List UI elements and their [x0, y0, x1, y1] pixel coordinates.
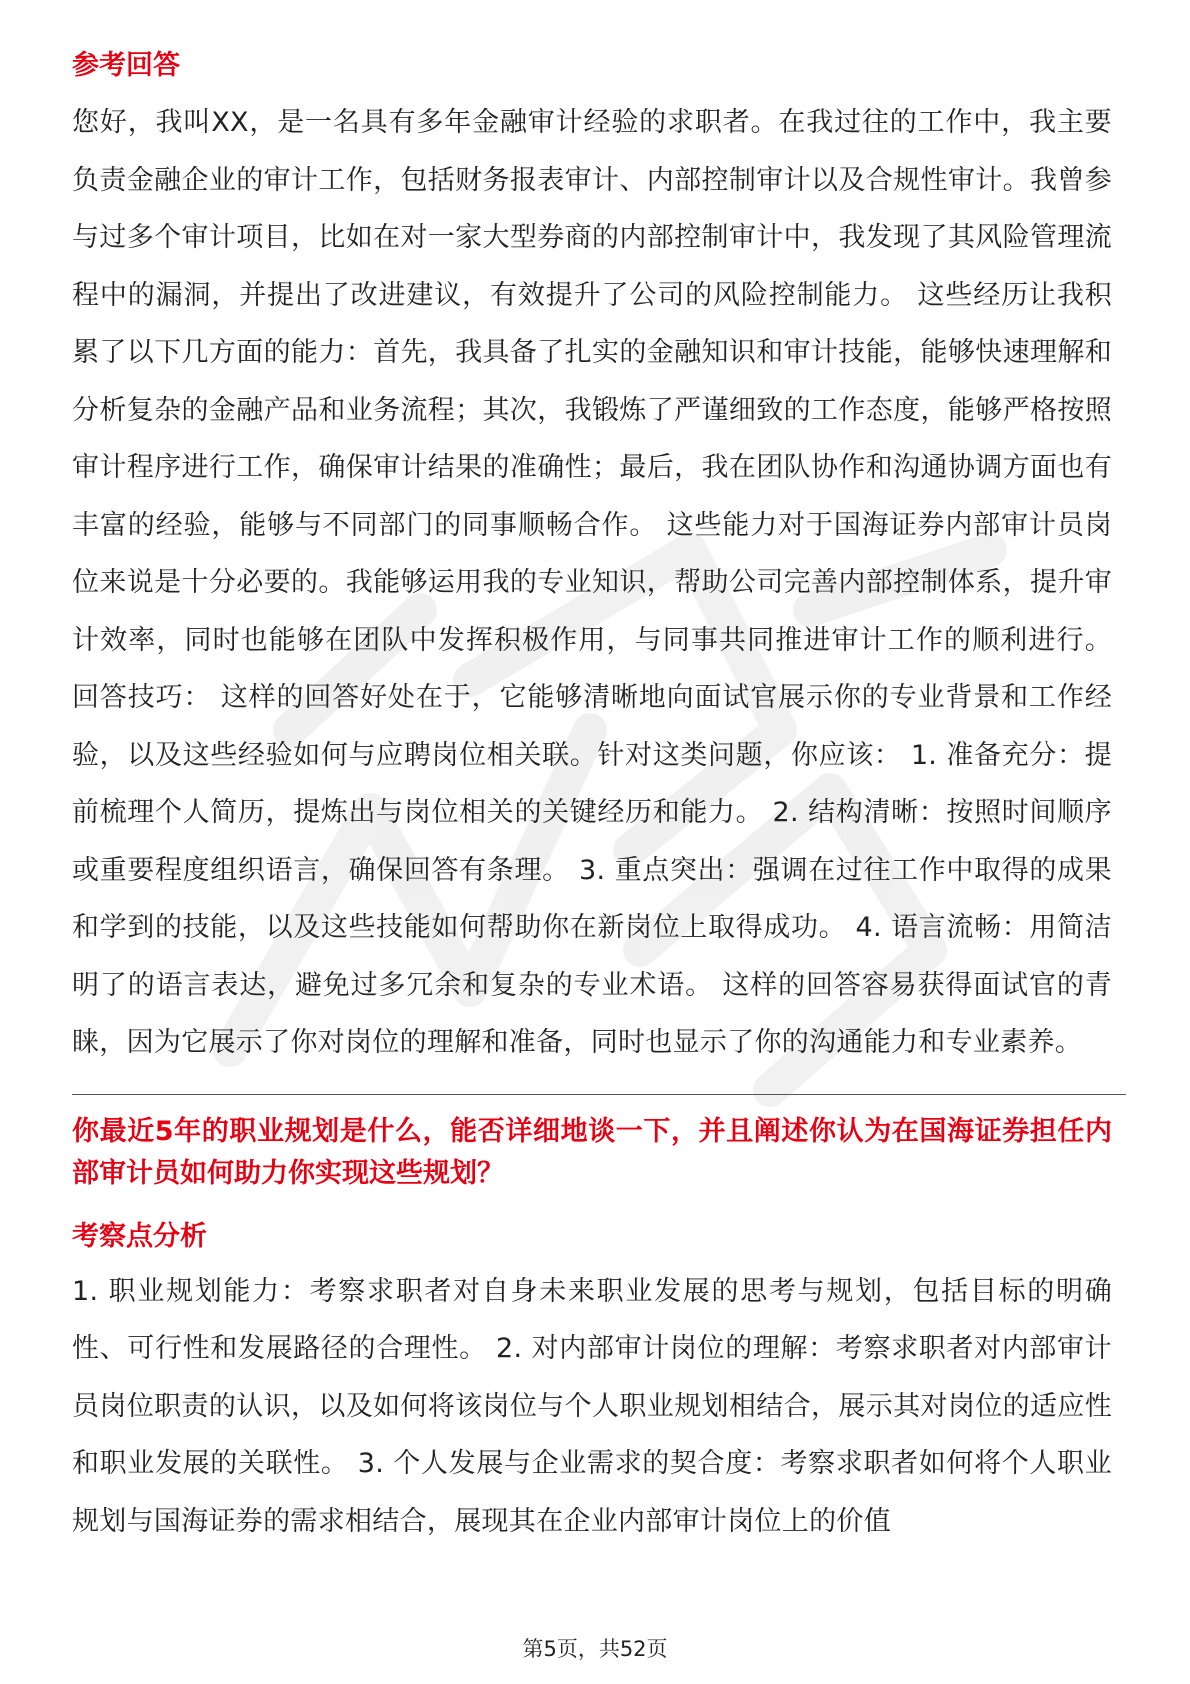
- reference-answer-body: 您好，我叫XX，是一名具有多年金融审计经验的求职者。在我过往的工作中，我主要负责金融企业的审计工作，包括财务报表审计、内部控制审计以及合规性审计。我曾参与过多个审计项目，比如在对一家大型券商的内部控制审计中，我发现了其风险管理流程中的漏洞，并提出了改进建议，有效提升了公司的风险控制能力。 这些经历让我积累了以下几方面的能力：首先，我具备了扎实的金融知识和审计技能，能够快速理解和分析复杂的金融产品和业务流程；其次，我锻炼了严谨细致的工作态度，能够严格按照审计程序进行工作，确保审计结果的准确性；最后，我在团队协作和沟通协调方面也有丰富的经验，能够与不同部门的同事顺畅合作。 这些能力对于国海证券内部审计员岗位来说是十分必要的。我能够运用我的专业知识，帮助公司完善内部控制体系，提升审计效率，同时也能够在团队中发挥积极作用，与同事共同推进审计工作的顺利进行。 回答技巧： 这样的回答好处在于，它能够清晰地向面试官展示你的专业背景和工作经验，以及这些经验如何与应聘岗位相关联。针对这类问题，你应该： 1. 准备充分：提前梳理个人简历，提炼出与岗位相关的关键经历和能力。 2. 结构清晰：按照时间顺序或重要程度组织语言，确保回答有条理。 3. 重点突出：强调在过往工作中取得的成果和学到的技能，以及这些技能如何帮助你在新岗位上取得成功。 4. 语言流畅：用简洁明了的语言表达，避免过多冗余和复杂的专业术语。 这样的回答容易获得面试官的青睐，因为它展示了你对岗位的理解和准备，同时也显示了你的沟通能力和专业素养。: [72, 107, 1112, 1058]
- interview-question: 你最近5年的职业规划是什么，能否详细地谈一下，并且阐述你认为在国海证券担任内部审计员如何助力你实现这些规划？: [72, 1115, 1112, 1189]
- main-content: [72, 46, 1112, 1550]
- analysis-heading: 考察点分析: [72, 1220, 207, 1252]
- reference-answer-heading: 参考回答: [72, 50, 180, 81]
- analysis-body: 1. 职业规划能力：考察求职者对自身未来职业发展的思考与规划，包括目标的明确性、可行性和发展路径的合理性。 2. 对内部审计岗位的理解：考察求职者对内部审计员岗位职责的认识，以及如何将该岗位与个人职业规划相结合，展示其对岗位的适应性和职业发展的关联性。 3. 个人发展与企业需求的契合度：考察求职者如何将个人职业规划与国海证券的需求相结合，展现其在企业内部审计岗位上的价值: [72, 1275, 1112, 1537]
- page-number: 第5页，共52页: [522, 1637, 668, 1661]
- section-divider: [72, 1094, 1126, 1095]
